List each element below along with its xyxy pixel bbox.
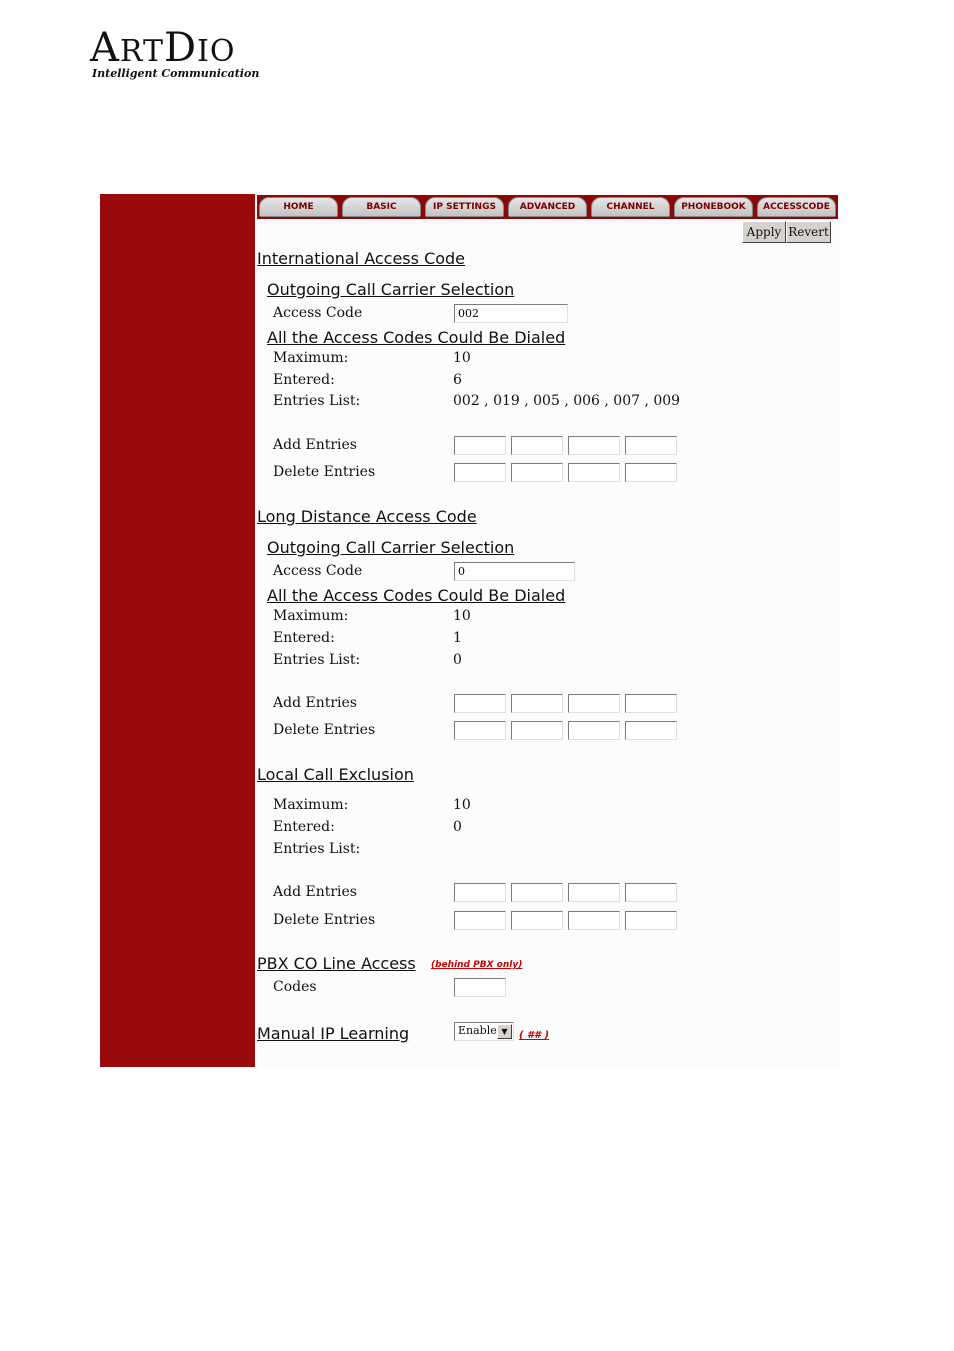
lce-delete-input-2[interactable] [511,911,563,930]
ld-entered-value: 1 [453,630,462,646]
ld-maximum-label: Maximum: [273,608,349,624]
international-title: International Access Code [257,249,466,268]
manual-ip-select[interactable] [454,1022,514,1041]
intl-add-input-2[interactable] [511,436,563,455]
ld-entered-label: Entered: [273,630,335,646]
intl-delete-input-1[interactable] [454,463,506,482]
ld-carrier-title: Outgoing Call Carrier Selection [267,538,515,557]
ld-add-input-1[interactable] [454,694,506,713]
ld-delete-input-2[interactable] [511,721,563,740]
manual-ip-note: ( ## ) [519,1030,550,1041]
ld-entries-value: 0 [453,652,462,668]
intl-entered-label: Entered: [273,372,335,388]
tab-ip-settings[interactable]: IP SETTINGS [425,197,504,217]
top-nav [257,195,838,219]
lce-delete-input-1[interactable] [454,911,506,930]
lce-add-input-3[interactable] [568,883,620,902]
apply-button[interactable]: Apply [742,221,786,243]
intl-add-input-3[interactable] [568,436,620,455]
lce-add-input-2[interactable] [511,883,563,902]
ld-dialed-title: All the Access Codes Could Be Dialed [267,586,566,605]
logo-tagline: Intelligent Communication [92,67,260,80]
manual-ip-title: Manual IP Learning [257,1024,410,1043]
intl-entries-label: Entries List: [273,393,361,409]
tab-accesscode[interactable]: ACCESSCODE [757,197,836,217]
intl-access-code-label: Access Code [273,305,363,321]
lce-add-input-4[interactable] [625,883,677,902]
intl-entered-value: 6 [453,372,462,388]
intl-delete-input-3[interactable] [568,463,620,482]
content-panel [255,194,839,1067]
ld-add-input-4[interactable] [625,694,677,713]
lce-maximum-label: Maximum: [273,797,349,813]
chevron-down-icon[interactable]: ▼ [497,1024,512,1039]
lce-entered-label: Entered: [273,819,335,835]
intl-delete-label: Delete Entries [273,464,376,480]
lce-add-label: Add Entries [273,884,357,900]
local-exclusion-title: Local Call Exclusion [257,765,414,784]
pbx-title: PBX CO Line Access [257,954,416,973]
intl-maximum-value: 10 [453,350,471,366]
intl-maximum-label: Maximum: [273,350,349,366]
intl-delete-input-4[interactable] [625,463,677,482]
intl-add-label: Add Entries [273,437,357,453]
intl-access-code-input[interactable] [454,304,568,323]
long-distance-title: Long Distance Access Code [257,507,477,526]
ld-add-label: Add Entries [273,695,357,711]
ld-delete-input-1[interactable] [454,721,506,740]
ld-delete-input-4[interactable] [625,721,677,740]
logo-wordmark: ARTDIO [90,25,236,71]
ld-access-code-label: Access Code [273,563,363,579]
revert-button[interactable]: Revert [786,221,831,243]
lce-delete-label: Delete Entries [273,912,376,928]
intl-delete-input-2[interactable] [511,463,563,482]
ld-entries-label: Entries List: [273,652,361,668]
ld-add-input-2[interactable] [511,694,563,713]
intl-dialed-title: All the Access Codes Could Be Dialed [267,328,566,347]
intl-entries-value: 002 , 019 , 005 , 006 , 007 , 009 [453,393,681,409]
lce-entered-value: 0 [453,819,462,835]
tab-phonebook[interactable]: PHONEBOOK [674,197,753,217]
pbx-note: (behind PBX only) [431,960,523,970]
sidebar [100,194,255,1067]
intl-add-input-4[interactable] [625,436,677,455]
tab-home[interactable]: HOME [259,197,338,217]
ld-access-code-input[interactable] [454,562,575,581]
ld-delete-label: Delete Entries [273,722,376,738]
lce-add-input-1[interactable] [454,883,506,902]
intl-add-input-1[interactable] [454,436,506,455]
lce-delete-input-4[interactable] [625,911,677,930]
lce-entries-label: Entries List: [273,841,361,857]
artdio-logo [90,25,260,82]
pbx-codes-label: Codes [273,979,317,995]
ld-add-input-3[interactable] [568,694,620,713]
manual-ip-selected-value: Enable [458,1024,497,1037]
tab-channel[interactable]: CHANNEL [591,197,670,217]
ld-maximum-value: 10 [453,608,471,624]
intl-carrier-title: Outgoing Call Carrier Selection [267,280,515,299]
tab-basic[interactable]: BASIC [342,197,421,217]
ld-delete-input-3[interactable] [568,721,620,740]
pbx-codes-input[interactable] [454,978,506,997]
tab-advanced[interactable]: ADVANCED [508,197,587,217]
lce-maximum-value: 10 [453,797,471,813]
lce-delete-input-3[interactable] [568,911,620,930]
